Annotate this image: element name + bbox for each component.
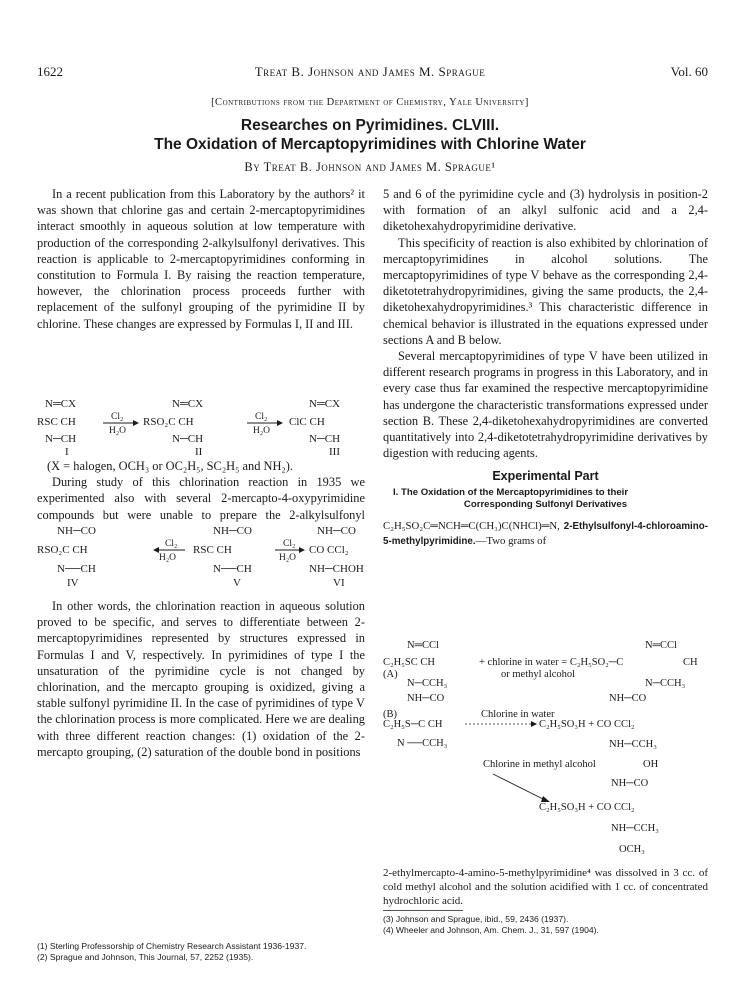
scheme-b-product2-oh: OH [643, 759, 659, 770]
scheme-b-product1: C₂H₅SO₃H + CO CCl₂ [539, 719, 635, 730]
formula-1-top: N═CX [45, 398, 77, 410]
scheme2-arrow2-head [299, 547, 305, 553]
scheme-a-left-mid: C₂H₅SC CH [383, 657, 435, 668]
scheme-b-arrow-alcohol [493, 774, 545, 800]
formula-5-top: NH─CO [213, 525, 252, 537]
formula-4-bottom: N──CH [57, 563, 96, 575]
right-paragraph-4: 2-ethylmercapto-4-amino-5-methylpyrimidine⁴ was dissolved in 3 cc. of cold methyl alcohol and the solution acidified with 1 cc. of concentrated hydrochloric acid. [383, 867, 708, 907]
x-note: (X = halogen, OCH₃ or OC₂H₅, SC₂H₅ and NH₂). [47, 459, 293, 473]
byline: By Treat B. Johnson and James M. Sprague¹ [244, 160, 496, 174]
formula-5-label: V [233, 577, 241, 589]
article-title-line2: The Oxidation of Mercaptopyrimidines with Chlorine Water [154, 136, 586, 153]
scheme1-arrow2-top: Cl₂ [255, 412, 268, 422]
scheme-a-right-bottom: N─CCH₃ [645, 678, 686, 689]
footnote-rule [383, 910, 463, 911]
scheme-b-product1-top: NH─CO [609, 693, 647, 704]
scheme-b-product2-och3: OCH₃ [619, 844, 645, 855]
scheme-b-arrow-water-head [531, 721, 537, 727]
reaction-scheme-b [383, 690, 708, 860]
reaction-scheme-a [383, 638, 708, 690]
compound-name: 2-Ethylsulfonyl-4-chloroamino-5-methylpyrimidine. [383, 521, 708, 548]
formula-3-bottom: N─CH [309, 433, 341, 445]
scheme-b-product1-bottom: NH─CCH₃ [609, 739, 657, 750]
formula-3-mid: ClC CH [289, 416, 325, 428]
formula-6-top: NH─CO [317, 525, 356, 537]
scheme-a-reagent: + chlorine in water = C₂H₅SO₂─C [479, 657, 624, 668]
scheme-a-reagent-2: or methyl alcohol [501, 669, 576, 680]
section-heading-line1: I. The Oxidation of the Mercaptopyrimidines to their [393, 487, 629, 499]
scheme-a-right-mid: CH [683, 657, 698, 668]
formula-2-mid: RSO₂C CH [143, 416, 194, 428]
scheme-b-left-bottom: N ──CCH₃ [397, 738, 448, 749]
scheme-b-product2-top: NH─CO [611, 778, 649, 789]
formula-4-label: IV [67, 577, 79, 589]
scheme1-arrow1-top: Cl₂ [111, 412, 124, 422]
right-paragraph-2: This specificity of reaction is also exhibited by chlorination of mercaptopyrimidines in alcohol solutions. The mercaptopyrimidines of type V behave as the corresponding 2,4-diketotetrahydropyrimidines, giving the same products, the 2,4-diketohexahydropyrimidines.³ This characteristic difference in chemical behavior is illustrated in the equations expressed under sections A and B below. [383, 235, 708, 347]
formula-5-mid: RSC CH [193, 544, 232, 556]
formula-2-label: II [195, 446, 203, 457]
right-paragraph-1: 5 and 6 of the pyrimidine cycle and (3) hydrolysis in position-2 with formation of an alkyl sulfonic acid and a 2,4-diketohexahydropyrimidine derivative. [383, 187, 708, 234]
formula-1-mid: RSC CH [37, 416, 76, 428]
formula-4-top: NH─CO [57, 525, 96, 537]
section-heading-line2: Corresponding Sulfonyl Derivatives [463, 499, 628, 511]
scheme2-arrow1-top: Cl₂ [165, 539, 178, 549]
scheme1-arrow1-bottom: H₂O [109, 426, 127, 436]
left-paragraph-3: In other words, the chlorination reaction in aqueous solution proved to be specific, and serves to differentiate between 2-mercaptopyrimidines represented by structures expressed in Formulas I and V, respectively. In pyrimidines of type I the unsaturation of the pyrimidine cycle is not changed by chlorination, and the mercapto grouping is oxidized, giving a stable sulfonyl pyrimidine II. In the case of pyrimidines of type V the chlorination process is more complicated. Here we are dealing with three different reaction changes: (1) oxidation of the 2-mercapto grouping, (2) saturation of the double bond in positions [37, 599, 365, 759]
footnote-1: (1) Sterling Professorship of Chemistry Research Assistant 1936-1937. [37, 941, 307, 951]
footnote-2: (2) Sprague and Johnson, This Journal, 57, 2252 (1935). [37, 952, 254, 962]
right-paragraph-3: Several mercaptopyrimidines of type V have been utilized in different research programs in progress in this Laboratory, and in every case thus far examined the respective mercaptopyrimidine has undergone the characteristic transformations expressed under section B. These 2,4-diketohexahydropyrimidines are converted quantitatively into 2,4-diketotetrahydropyrimidine derivatives by digestion with reducing agents. [383, 349, 708, 461]
formula-3-top: N═CX [309, 398, 341, 410]
formula-6-label: VI [333, 577, 345, 589]
compound-text: —Two grams of [475, 535, 547, 548]
scheme-b-left-mid: C₂H₅S─C CH [383, 719, 443, 730]
page-number: 1622 [37, 64, 63, 79]
scheme-b-reagent-water: Chlorine in water [481, 709, 555, 720]
volume-label: Vol. 60 [670, 64, 708, 79]
scheme-b-label: (B) [383, 709, 397, 720]
scheme2-arrow1-bottom: H₂O [159, 553, 177, 563]
experimental-heading: Experimental Part [492, 469, 599, 484]
scheme-a-left-bottom: N─CCH₃ [407, 678, 448, 689]
article-title-line1: Researches on Pyrimidines. CLVIII. [240, 117, 500, 134]
compound-formula: C₂H₅SO₂C═NCH═C(CH₃)C(NHCl)═N, [383, 520, 560, 533]
scheme-b-reagent-alcohol: Chlorine in methyl alcohol [483, 759, 596, 770]
formula-6-bottom: NH─CHOH [309, 563, 364, 575]
formula-6-mid: CO CCl₂ [309, 544, 349, 556]
scheme-b-left-top: NH─CO [407, 693, 445, 704]
formula-2-bottom: N─CH [172, 433, 204, 445]
footnote-3: (3) Johnson and Sprague, ibid., 59, 2436 (1937). [383, 914, 569, 924]
right-column [383, 186, 708, 549]
contribution-line: [Contributions from the Department of Chemistry, Yale University] [211, 97, 529, 108]
scheme1-arrow2-head [277, 420, 283, 426]
scheme-a-left-top: N═CCl [407, 640, 439, 651]
left-paragraph-1: In a recent publication from this Laboratory by the authors² it was shown that chlorine gas and certain 2-mercaptopyrimidines interact smoothly in aqueous solution at low temperature with production of the corresponding 2-alkylsulfonyl derivatives. This reaction is applicable to 2-mercaptopyrimidines conforming in constitution to Formula I. By raising the reaction temperature, however, the chlorination process proceeds further with replacement of the sulfonyl grouping of the pyrimidine II by chlorine. These changes are expressed by Formulas I, II and III. [37, 187, 365, 331]
formula-scheme-1 [37, 395, 367, 457]
left-column [37, 186, 365, 332]
scheme1-arrow1-head [133, 420, 139, 426]
scheme-a-label: (A) [383, 669, 398, 680]
formula-scheme-2 [37, 522, 367, 594]
scheme2-arrow2-top: Cl₂ [283, 539, 296, 549]
scheme-b-product2: C₂H₅SO₃H + CO CCl₂ [539, 802, 635, 813]
formula-3-label: III [329, 446, 340, 457]
running-header-authors: Treat B. Johnson and James M. Sprague [254, 64, 486, 79]
formula-1-label: I [65, 446, 69, 457]
formula-2-top: N═CX [172, 398, 204, 410]
scheme2-arrow2-bottom: H₂O [279, 553, 297, 563]
left-paragraph-2a: During study of this chlorination reaction in 1935 we experimented also with several 2-mercapto-4-oxypyrimidine compounds but were unable to prepare the 2-alkylsulfonyl [37, 475, 365, 522]
scheme-b-product2-bottom: NH─CCH₃ [611, 823, 659, 834]
formula-4-mid: RSO₂C CH [37, 544, 88, 556]
footnote-4: (4) Wheeler and Johnson, Am. Chem. J., 31, 597 (1904). [383, 925, 599, 935]
scheme-a-right-top: N═CCl [645, 640, 677, 651]
formula-1-bottom: N─CH [45, 433, 77, 445]
formula-5-bottom: N──CH [213, 563, 252, 575]
scheme1-arrow2-bottom: H₂O [253, 426, 271, 436]
